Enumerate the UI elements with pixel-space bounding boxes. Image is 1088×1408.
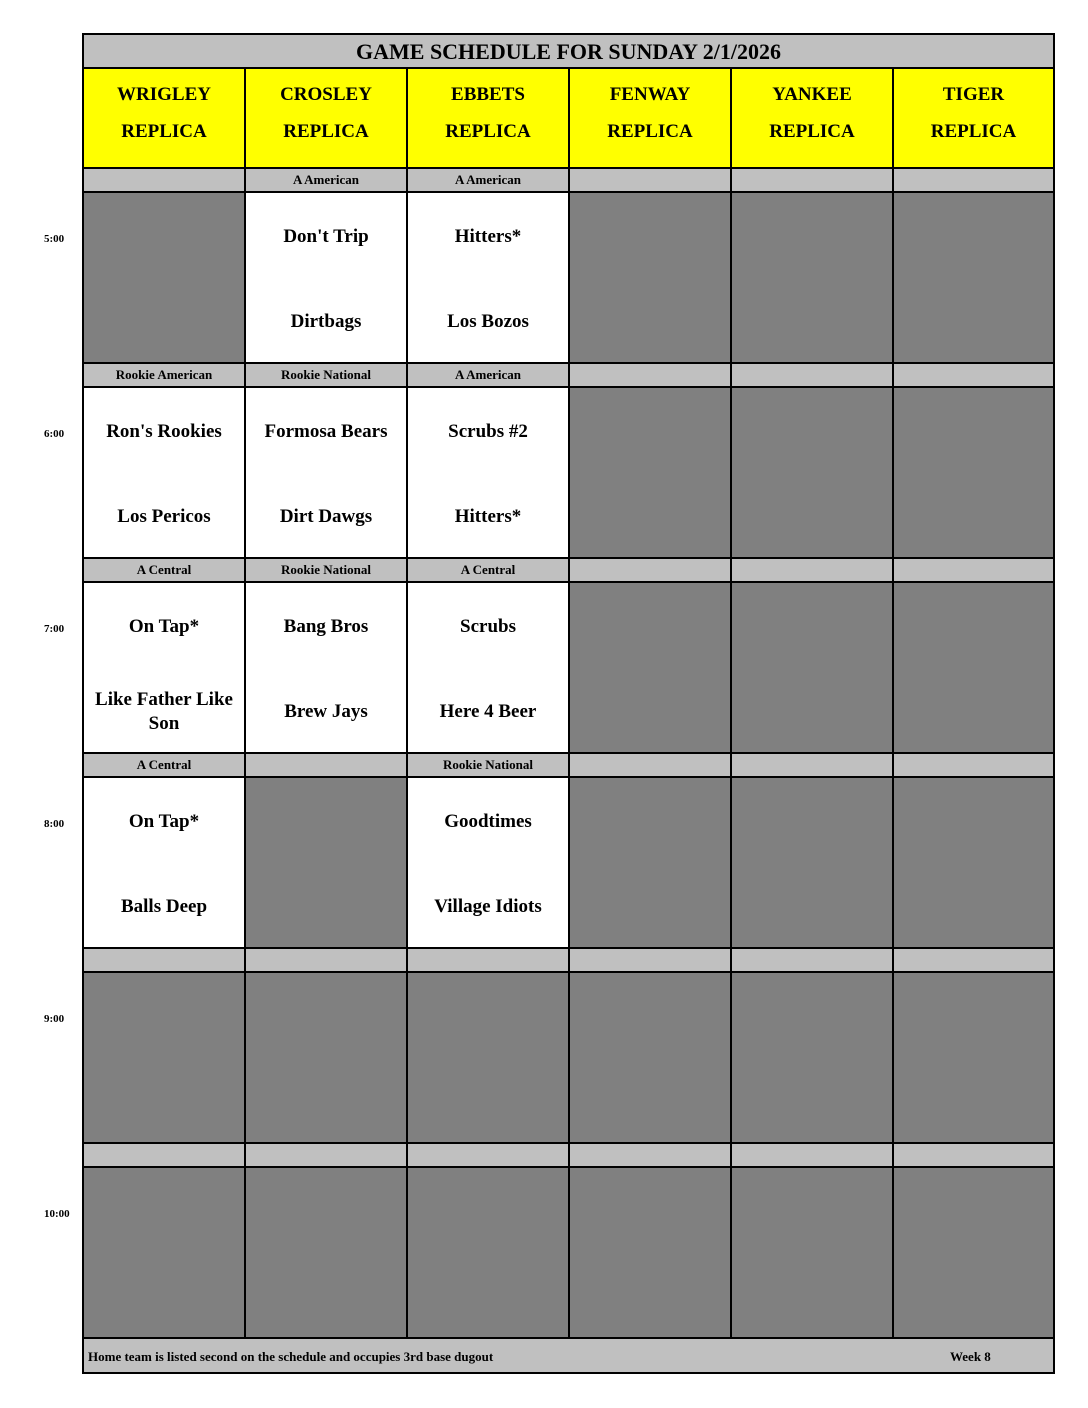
home-team: Balls Deep [120,896,208,917]
field-name: CROSLEY [280,84,372,105]
division-label [408,1144,570,1168]
division-label: A Central [84,754,246,778]
empty-slot [570,583,732,754]
division-label [732,949,894,973]
time-label: 8:00 [44,818,65,830]
empty-slot [570,973,732,1144]
empty-slot [732,973,894,1144]
field-header-fenway [570,69,732,169]
field-subtitle: REPLICA [607,121,693,142]
empty-slot [84,973,246,1144]
home-team: Like Father Like Son [95,689,233,734]
home-team: Village Idiots [434,896,542,917]
away-team: Ron's Rookies [106,421,222,442]
empty-slot [246,973,408,1144]
division-label: A American [408,169,570,193]
division-label: Rookie American [84,364,246,388]
division-label [570,1144,732,1168]
empty-slot [570,778,732,949]
time-label: 7:00 [44,623,65,635]
schedule-title: GAME SCHEDULE FOR SUNDAY 2/1/2026 [84,35,1053,69]
division-label [570,169,732,193]
empty-slot [894,778,1053,949]
away-team: Formosa Bears [264,421,388,442]
empty-slot [732,778,894,949]
division-label [84,1144,246,1168]
field-name: FENWAY [609,84,691,105]
empty-slot [732,388,894,559]
division-label: A American [408,364,570,388]
empty-slot [732,583,894,754]
division-label [894,1144,1053,1168]
schedule-table [82,33,1055,1374]
division-label [894,754,1053,778]
away-team: Goodtimes [444,811,532,832]
division-label [894,169,1053,193]
empty-slot [570,388,732,559]
empty-slot [408,973,570,1144]
game-cell [246,583,408,754]
away-team: Scrubs #2 [448,421,528,442]
empty-slot [894,973,1053,1144]
away-team: On Tap* [128,811,200,832]
time-label: 10:00 [44,1208,70,1220]
away-team: On Tap* [128,616,200,637]
division-label: Rookie National [246,559,408,583]
field-subtitle: REPLICA [769,121,855,142]
away-team: Hitters* [454,226,522,247]
empty-slot [246,778,408,949]
time-label: 9:00 [44,1013,65,1025]
field-subtitle: REPLICA [445,121,531,142]
game-cell [84,583,246,754]
away-team: Don't Trip [283,226,369,247]
field-name: EBBETS [451,84,525,105]
field-header-crosley [246,69,408,169]
division-label: Rookie National [246,364,408,388]
division-label [894,559,1053,583]
home-team: Hitters* [454,506,522,527]
game-cell [246,388,408,559]
game-cell [408,388,570,559]
field-header-tiger [894,69,1053,169]
empty-slot [84,193,246,364]
empty-slot [732,1168,894,1339]
division-label [732,559,894,583]
division-label [570,364,732,388]
division-label: A Central [84,559,246,583]
footer-bar [84,1339,1053,1372]
division-label [732,364,894,388]
field-subtitle: REPLICA [930,121,1017,142]
time-label: 6:00 [44,428,65,440]
field-name: TIGER [942,84,1005,105]
game-cell [408,193,570,364]
division-label: Rookie National [408,754,570,778]
field-name: WRIGLEY [117,84,211,105]
division-label [246,754,408,778]
division-label [570,559,732,583]
field-header-wrigley [84,69,246,169]
footer-note: Home team is listed second on the schedule and occupies 3rd base dugout [88,1349,494,1364]
empty-slot [894,193,1053,364]
empty-slot [84,1168,246,1339]
home-team: Los Pericos [117,506,211,527]
home-team: Dirt Dawgs [279,506,373,527]
home-team: Dirtbags [290,311,362,332]
field-subtitle: REPLICA [283,121,369,142]
away-team: Bang Bros [283,616,369,637]
division-label [894,364,1053,388]
empty-slot [570,193,732,364]
field-header-yankee [732,69,894,169]
division-label [732,754,894,778]
empty-slot [732,193,894,364]
home-team: Here 4 Beer [439,701,537,722]
week-label: Week 8 [950,1349,991,1364]
field-subtitle: REPLICA [121,121,207,142]
division-label [84,169,246,193]
empty-slot [894,1168,1053,1339]
empty-slot [894,388,1053,559]
game-cell [408,778,570,949]
division-label [732,1144,894,1168]
division-label [84,949,246,973]
game-cell [408,583,570,754]
game-cell [84,388,246,559]
division-label [732,169,894,193]
division-label [246,1144,408,1168]
division-label [246,949,408,973]
game-cell [84,778,246,949]
empty-slot [570,1168,732,1339]
field-header-ebbets [408,69,570,169]
division-label [570,754,732,778]
field-name: YANKEE [772,84,852,105]
division-label: A American [246,169,408,193]
home-team: Los Bozos [447,311,529,332]
game-cell [246,193,408,364]
division-label [408,949,570,973]
empty-slot [894,583,1053,754]
home-team: Brew Jays [284,701,368,722]
division-label: A Central [408,559,570,583]
division-label [894,949,1053,973]
empty-slot [408,1168,570,1339]
empty-slot [246,1168,408,1339]
time-label: 5:00 [44,233,65,245]
away-team: Scrubs [460,616,516,637]
division-label [570,949,732,973]
